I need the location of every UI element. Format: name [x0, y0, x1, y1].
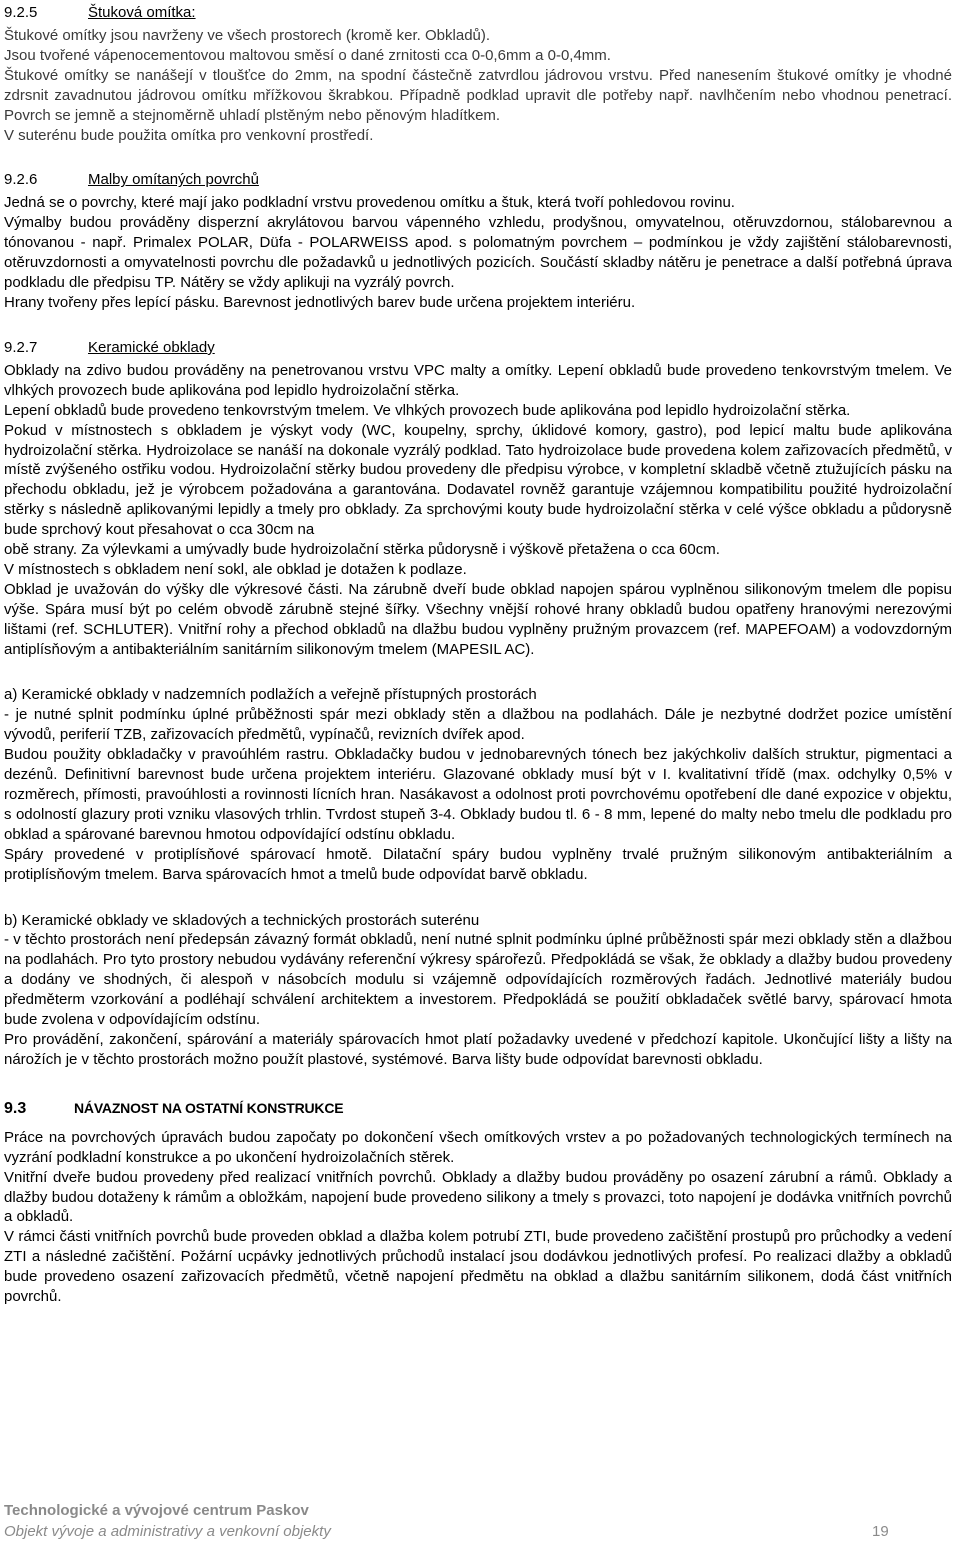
section-heading-9-3	[4, 1100, 343, 1118]
footer-company: Technologické a vývojové centrum Paskov	[4, 1502, 309, 1519]
paragraph: b) Keramické obklady ve skladových a technických prostorách suterénu	[4, 911, 480, 929]
paragraph: Pokud v místnostech s obkladem je výskyt vody (WC, koupelny, sprchy, úklidové komory, gastro), pod lepicí maltu bude aplikována hydroizolační stěrka. Hydroizolace se nanáší na dokonale vyzrálý podklad. Tato hydroizolace bude provedena kolem zařizovacích předmětů, v místě zvýšeného ostřiku vodou. Hydroizolační stěrky budou provedeny dle předpisu výrobce, v kompletní skladbě včetně ztužujících pásku na přechodu obkladu, jež je výrobcem požadována a garantována. Dodavatel rovněž garantuje vzájemnou kompatibilitu použité hydroizolační stěrky s následně aplikovanými lepidly a tmely pro obklady. Za sprchovými kouty bude hydroizolační stěrka v celé výšce obkladu a půdorysně bude sprchový kout přesahovat o cca 30cm na	[4, 421, 952, 539]
paragraph: Spáry provedené v protiplísňové spárovací hmotě. Dilatační spáry budou vyplněny trvalé pružným silikonovým antibakteriálním a protiplísňovým tmelem. Barva spárovacích hmot a tmelů bude odpovídat barvě obkladu.	[4, 845, 952, 883]
paragraph: obě strany. Za výlevkami a umývadly bude hydroizolační stěrka půdorysně i výškově přetažena o cca 60cm.	[4, 541, 720, 559]
paragraph: Hrany tvořeny přes lepící pásku. Barevnost jednotlivých barev bude určena projektem interiéru.	[4, 293, 636, 311]
paragraph: Štukové omítky jsou navrženy ve všech prostorech (kromě ker. Obkladů).	[4, 27, 491, 44]
paragraph: Štukové omítky se nanášejí v tloušťce do 2mm, na spodní částečně zatvrdlou jádrovou vrstvu. Před nanesením štukové omítky je vhodné zdrsnit zavadnutou jádrovou omítku mřížkovou škrabkou. Případně podklad upravit dle potřeby např. navlhčením nebo vhodnou penetrací. Povrch se jemně a stejnoměrně uhladí plstěným nebo pěnovým hladítkem.	[4, 66, 952, 124]
section-heading-9-2-6	[4, 171, 259, 189]
page-footer	[4, 1500, 904, 1542]
section-title: NÁVAZNOST NA OSTATNÍ KONSTRUKCE	[74, 1099, 344, 1116]
section-body-9-2-5	[4, 26, 952, 145]
subsection-b	[4, 911, 952, 1070]
section-body-9-2-7	[4, 361, 952, 660]
paragraph: Práce na povrchových úpravách budou započaty po dokončení všech omítkových vrstev a po požadovaných technologických termínech na vyzrání podkladní konstrukce a po ukončení hydroizolačních stěrek.	[4, 1128, 952, 1166]
section-number: 9.2.6	[4, 171, 38, 189]
paragraph: - v těchto prostorách není předepsán závazný formát obkladů, není nutné splnit podmínku úplné průběžnosti spár mezi obklady stěn a dlažbou na podlahách. Pro tyto prostory nebudou vydávány referenční výkresy spárořezů. Předpokládá se však, že obklady a dlažby budou provedeny a dodány ve shodných, či alespoň v násobcích modulu si vzájemně odpovídajících rozměrových řadách. Jednotlivé materiály budou předměterm vzorkování a podléhají schválení architektem a investorem. Předpokládá se použití obkladaček světlé barvy, spárovací hmota bude zvolena v odpovídajícím odstínu.	[4, 931, 952, 1029]
section-heading-9-2-7	[4, 339, 215, 357]
footer-project: Objekt vývoje a administrativy a venkovní objekty	[4, 1523, 331, 1540]
section-title: Malby omítaných povrchů	[88, 171, 259, 189]
paragraph: Lepení obkladů bude provedeno tenkovrstvým tmelem. Ve vlhkých provozech bude aplikována pod lepidlo hydroizolační stěrka.	[4, 401, 851, 419]
subsection-a	[4, 685, 952, 884]
page-number: 19	[872, 1523, 889, 1540]
paragraph: V místnostech s obkladem není sokl, ale obklad je dotažen k podlaze.	[4, 560, 467, 578]
section-title: Keramické obklady	[88, 338, 215, 356]
paragraph: V rámci části vnitřních povrchů bude proveden obklad a dlažba kolem potrubí ZTI, bude provedeno začištění prostupů pro průchodky a vedení ZTI a následné začištění. Požární ucpávky jednotlivých průchodů instalací jsou dodávkou jednotlivých profesí. Po realizaci dlažby a obkladů bude provedeno osazení zařizovacích předmětů, včetně napojení předmětu na obklad a dlažbu sanitárním silikonem, dodá část vnitřních povrchů.	[4, 1228, 952, 1306]
footer-project-line	[4, 1521, 904, 1542]
paragraph: Jsou tvořené vápenocementovou maltovou směsí o dané zrnitosti cca 0-0,6mm a 0-0,4mm.	[4, 46, 611, 64]
section-title: Štuková omítka:	[88, 4, 196, 21]
paragraph: Vnitřní dveře budou provedeny před realizací vnitřních povrchů. Obklady a dlažby budou prováděny po osazení zárubní a rámů. Obklady a dlažby budou dotaženy k rámům a obložkám, napojení bude provedeno silikony a tmely s provazci, toto napojení je dodávka vnitřních povrchů a obkladů.	[4, 1168, 952, 1226]
section-body-9-3	[4, 1128, 952, 1307]
paragraph: Jedná se o povrchy, které mají jako podkladní vrstvu provedenou omítku a štuk, která tvoří pohledovou rovinu.	[4, 194, 735, 212]
section-body-9-2-6	[4, 193, 952, 312]
paragraph: V suterénu bude použita omítka pro venkovní prostředí.	[4, 126, 374, 144]
paragraph: Obklady na zdivo budou prováděny na penetrovanou vrstvu VPC malty a omítky. Lepení obkladů bude provedeno tenkovrstvým tmelem. Ve vlhkých provozech bude aplikována pod lepidlo hydroizolační stěrka.	[4, 361, 952, 399]
paragraph: Výmalby budou prováděny disperzní akrylátovou barvou vápenného vzhledu, prodyšnou, omyvatelnou, otěruvzdornou, stálobarevnou a tónovanou - např. Primalex POLAR, Düfa - POLARWEISS apod. s polomatným povrchem – podmínkou je vždy zajištění stálobarevnosti, otěruvzdornosti a omyvatelnosti povrchu dle požadavků u jednotlivých pozicích. Součástí skladby nátěru je penetrace a další potřebná úprava podkladu dle předpisu TP. Nátěry se vždy aplikuji na vyzrálý povrch.	[4, 214, 952, 292]
paragraph: a) Keramické obklady v nadzemních podlažích a veřejně přístupných prostorách	[4, 686, 537, 704]
paragraph: Pro provádění, zakončení, spárování a materiály spárovacích hmot platí požadavky uvedené v předchozí kapitole. Ukončující lišty a lišty na nárožích je v těchto prostorách možno použít plastové, systémové. Barva lišty bude odpovídat barevnosti obkladu.	[4, 1030, 952, 1068]
paragraph: Obklad je uvažován do výšky dle výkresové části. Na zárubně dveří bude obklad napojen spárou vyplněnou silikonovým tmelem dle popisu výše. Spára musí být po celém obvodě zárubně stejné šířky. Všechny vnější rohové hrany obkladů budou opatřeny hranovými nerezovými lištami (ref. SCHLUTER). Vnitřní rohy a přechod obkladů na dlažbu budou vyplněny pružným provazcem (ref. MAPEFOAM) a vodovzdorným antiplísňovým a antibakteriálním sanitárním silikonovým tmelem (MAPESIL AC).	[4, 580, 952, 658]
section-heading-9-2-5	[4, 4, 196, 22]
section-number: 9.3	[4, 1099, 27, 1117]
section-number: 9.2.7	[4, 338, 38, 356]
section-number: 9.2.5	[4, 4, 38, 21]
paragraph: Budou použity obkladačky v pravoúhlém rastru. Obkladačky budou v jednobarevných tónech bez jakýchkoliv dalších struktur, pigmentaci a dezénů. Definitivní barevnost bude určena projektem interiéru. Glazované obklady musí být v I. kvalitativní třídě (max. odchylky 0,5% v rozměrech, přímosti, pravoúhlosti a rovinnosti lícních hran. Nasákavost a odolnost proti povrchovému opotřebení dle dané expozice v objektu, s odolností glazury proti vzniku vlasových trhlin. Tvrdost stupeň 3-4. Obklady budou tl. 6 - 8 mm, lepené do malty nebo tmelu dle podkladu pro obklad a spárované barevnou hmotou odpovídající odstínu obkladu.	[4, 746, 952, 843]
paragraph: - je nutné splnit podmínku úplné průběžnosti spár mezi obklady stěn a dlažbou na podlahách. Dále je nezbytné dodržet pozice umístění vývodů, periferií TZB, zařizovacích předmětů, vypínačů, revizních dvířek apod.	[4, 706, 952, 744]
